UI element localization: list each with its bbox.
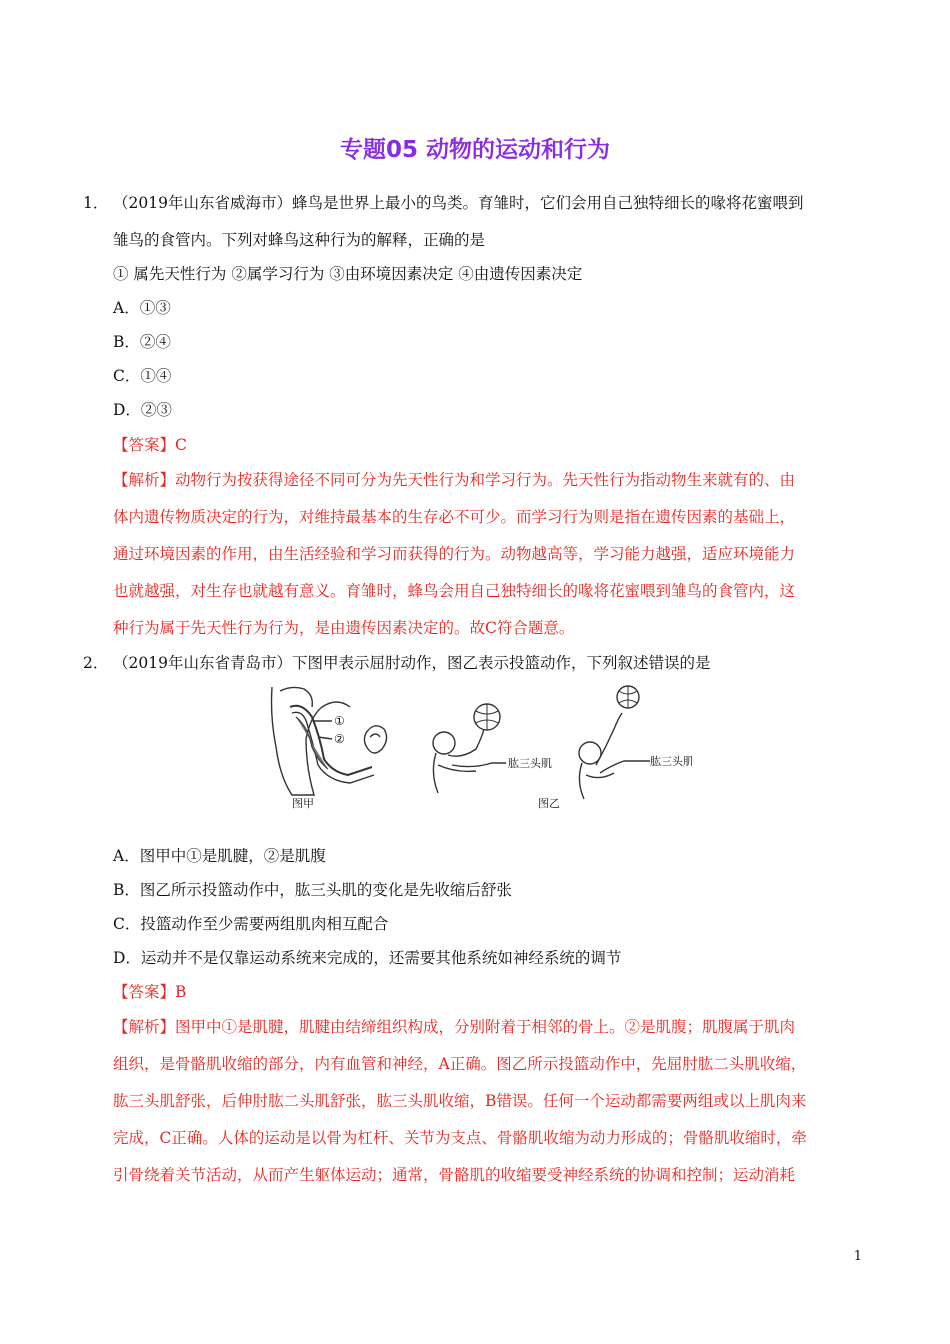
page-number: 1 [853, 1249, 862, 1264]
figure-a-marker-2: ② [334, 732, 345, 746]
q2-analysis-line-4: 完成，C正确。人体的运动是以骨为杠杆、关节为支点、骨骼肌收缩为动力形成的；骨骼肌收缩时，牵 [113, 1129, 807, 1147]
q2-analysis-line-1 [113, 1015, 795, 1037]
q2-number: 2． [83, 654, 109, 672]
q1-analysis-line-4: 也就越强，对生存也就越有意义。育雏时，蜂鸟会用自己独特细长的喙将花蜜喂到雏鸟的食管内，这 [113, 582, 796, 600]
q1-option-a: A．①③ [113, 299, 171, 317]
q1-analysis-line-5: 种行为属于先天性行为行为，是由遗传因素决定的。故C符合题意。 [113, 619, 575, 637]
figure-b-label: 图乙 [538, 797, 560, 810]
q2-option-a: A．图甲中①是肌腱，②是肌腹 [113, 847, 326, 865]
q1-stem-line-1: （2019年山东省威海市）蜂鸟是世界上最小的鸟类。育雏时，它们会用自己独特细长的喙将花蜜喂到 [113, 194, 804, 212]
q1-answer [113, 433, 187, 455]
figure-a-arm-illustration [272, 687, 387, 795]
q2-stem: （2019年山东省青岛市）下图甲表示屈肘动作，图乙表示投篮动作，下列叙述错误的是 [113, 654, 711, 672]
q2-option-b: B．图乙所示投篮动作中，肱三头肌的变化是先收缩后舒张 [113, 881, 512, 899]
q1-analysis-text: 动物行为按获得途径不同可分为先天性行为和学习行为。先天性行为指动物生来就有的、由 [175, 471, 796, 489]
q1-stem-line-3: ① 属先天性行为 ②属学习行为 ③由环境因素决定 ④由遗传因素决定 [113, 265, 583, 283]
q2-analysis-line-3: 肱三头肌舒张，后伸肘肱二头肌舒张，肱三头肌收缩，B错误。任何一个运动都需要两组或以上肌肉来 [113, 1092, 807, 1110]
q2-answer [113, 980, 186, 1002]
q1-analysis-line-3: 通过环境因素的作用，由生活经验和学习而获得的行为。动物越高等，学习能力越强，适应环境能力 [113, 545, 796, 563]
q1-answer-value: C [175, 436, 187, 454]
q1-option-c: C．①④ [113, 367, 172, 385]
q2-option-c: C．投篮动作至少需要两组肌肉相互配合 [113, 915, 389, 933]
figure-b-muscle-label-1: 肱三头肌 [508, 757, 552, 770]
q1-answer-label: 【答案】 [113, 436, 176, 454]
q2-figure [262, 677, 692, 812]
q2-answer-value: B [175, 983, 187, 1001]
figure-a-label: 图甲 [292, 797, 314, 810]
q2-analysis-text: 图甲中①是肌腱，肌腱由结缔组织构成，分别附着于相邻的骨上。②是肌腹；肌腹属于肌肉 [175, 1018, 796, 1036]
q2-analysis-line-5: 引骨绕着关节活动，从而产生躯体运动；通常，骨骼肌的收缩要受神经系统的协调和控制；运动消耗 [113, 1166, 796, 1184]
figure-b-muscle-label-2: 肱三头肌 [650, 755, 692, 768]
q2-analysis-line-2: 组织，是骨骼肌收缩的部分，内有血管和神经，A正确。图乙所示投篮动作中，先屈肘肱二头肌收缩， [113, 1055, 807, 1073]
q1-stem-line-2: 雏鸟的食管内。下列对蜂鸟这种行为的解释，正确的是 [113, 231, 486, 249]
q2-option-d: D．运动并不是仅靠运动系统来完成的，还需要其他系统如神经系统的调节 [113, 949, 622, 967]
page-title: 专题05 动物的运动和行为 [339, 137, 610, 163]
figure-b-shooter-2-illustration [579, 686, 650, 799]
q1-option-d: D．②③ [113, 401, 172, 419]
q1-analysis-label: 【解析】 [113, 471, 176, 489]
q1-option-b: B．②④ [113, 333, 171, 351]
figure-a-marker-1: ① [334, 714, 345, 728]
figure-b-shooter-1-illustration [433, 704, 506, 793]
q1-number: 1． [83, 194, 109, 212]
q2-answer-label: 【答案】 [113, 983, 176, 1001]
q2-analysis-label: 【解析】 [113, 1018, 176, 1036]
q1-analysis-line-1 [113, 468, 795, 490]
q1-analysis-line-2: 体内遗传物质决定的行为，对维持最基本的生存必不可少。而学习行为则是指在遗传因素的基础上， [113, 508, 796, 526]
